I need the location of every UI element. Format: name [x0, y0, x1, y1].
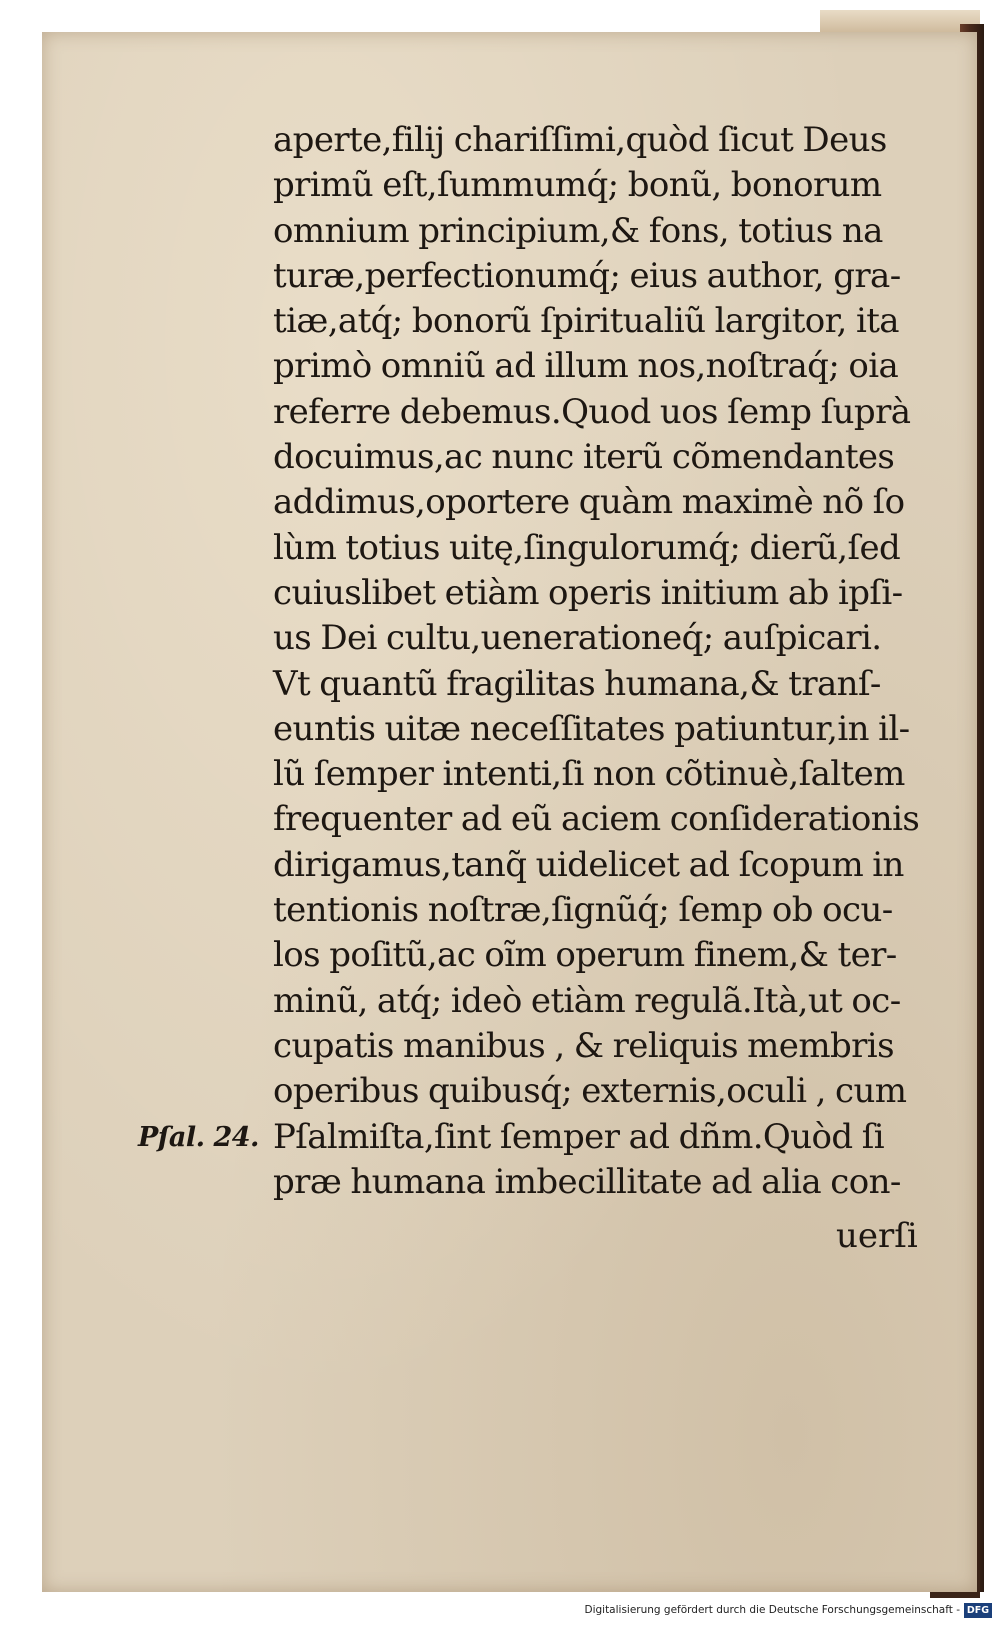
page-edge-top: [820, 10, 980, 34]
text-line: primũ eſt,ſummumq́; bonũ, bonorum: [273, 165, 882, 206]
text-line: dirigamus,tanq̃ uidelicet ad ſcopum in: [273, 844, 904, 885]
text-line: aperte,filij chariſſimi,quòd ſicut Deus: [273, 120, 887, 160]
text-line: referre debemus.Quod uos ſemp ſuprà: [273, 391, 911, 432]
text-line: lũ ſemper intenti,ſi non cõtinuè,ſaltem: [273, 754, 905, 795]
text-line: turæ,perfectionumq́; eius author, gra-: [273, 255, 901, 296]
text-line: cuiuslibet etiàm operis initium ab ipſi-: [273, 572, 903, 613]
text-line: addimus,oportere quàm maximè nõ ſo: [273, 482, 905, 523]
text-line: præ humana imbecillitate ad alia con-: [273, 1161, 901, 1202]
body-text: [273, 118, 921, 1205]
text-line: Vt quantũ fragilitas humana,& tranſ-: [273, 663, 881, 704]
text-line: minũ, atq́; ideò etiàm regulã.Ità,ut oc-: [273, 980, 901, 1021]
catchword: uerſi: [836, 1216, 918, 1256]
text-line: lùm totius uitę,ſingulorumq́; dierũ,ſed: [273, 527, 901, 568]
text-line: us Dei cultu,uenerationeq́; auſpicari.: [273, 618, 882, 659]
text-line: frequenter ad eũ aciem conſiderationis: [273, 799, 920, 840]
credit-text: Digitalisierung gefördert durch die Deutsche Forschungsgemeinschaft -: [584, 1604, 960, 1616]
margin-note: Pſal. 24.: [138, 1122, 259, 1153]
text-line: docuimus,ac nunc iterũ cõmendantes: [273, 437, 895, 478]
text-line: los poſitũ,ac oĩm operum finem,& ter-: [273, 935, 897, 976]
text-line: cupatis manibus , & reliquis membris: [273, 1025, 894, 1066]
text-line: Pſalmiſta,ſint ſemper ad dñm.Quòd ſi: [273, 1116, 884, 1157]
text-line: operibus quibusq́; externis,oculi , cum: [273, 1071, 907, 1112]
text-line: omnium principium,& fons, totius na: [273, 210, 883, 251]
text-line: primò omniũ ad illum nos,noſtraq́; oia: [273, 346, 899, 387]
text-line: tentionis noſtræ,ſignũq́; ſemp ob ocu-: [273, 890, 893, 931]
text-line: euntis uitæ neceſſitates patiuntur,in il-: [273, 708, 910, 749]
dfg-logo: DFG: [964, 1603, 992, 1618]
credit-footer: [0, 1600, 1000, 1625]
text-line: tiæ,atq́; bonorũ ſpiritualiũ largitor, ita: [273, 301, 899, 342]
